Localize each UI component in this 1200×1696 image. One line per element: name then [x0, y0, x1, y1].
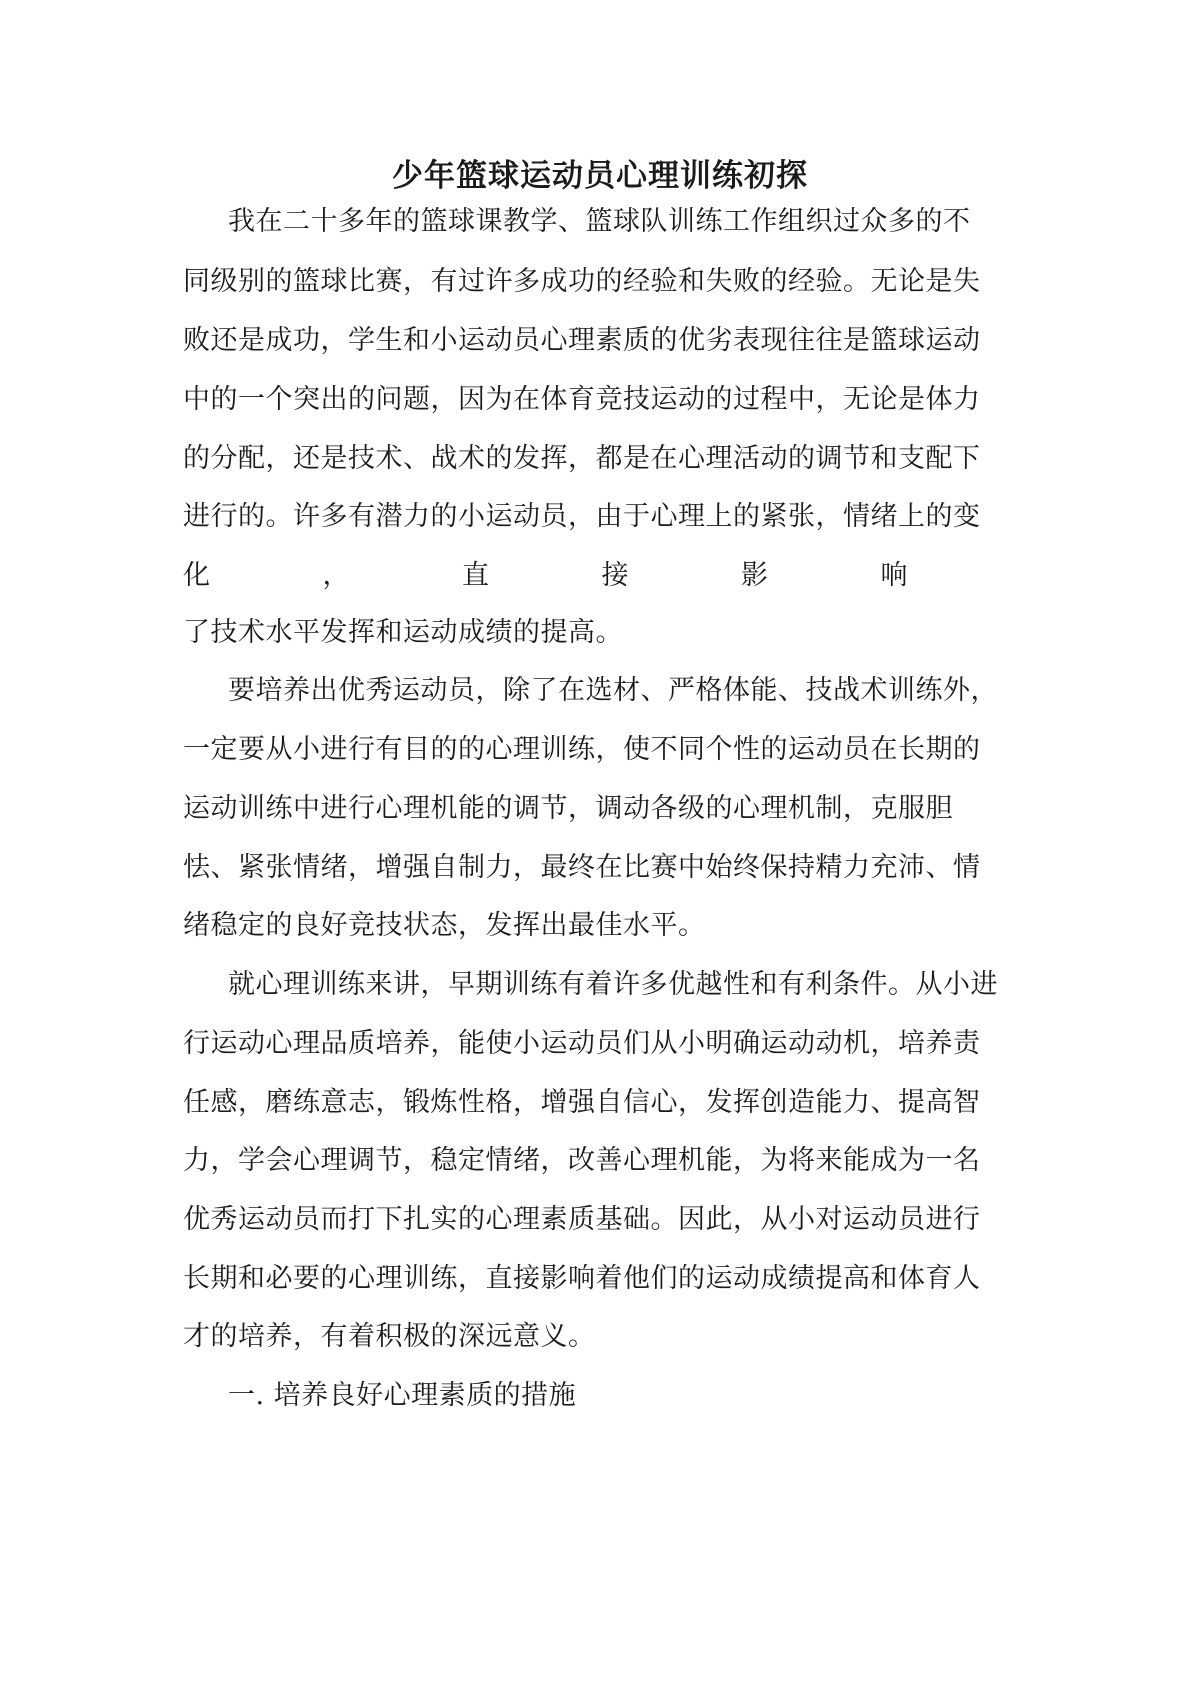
paragraph-2-line-5: 绪稳定的良好竞技状态，发挥出最佳水平。 [183, 910, 706, 941]
spread-char-2: ， [322, 560, 350, 591]
paragraph-1-spread-line [183, 556, 908, 596]
paragraph-2-line-3: 运动训练中进行心理机能的调节，调动各级的心理机制，克服胆 [183, 793, 953, 824]
paragraph-1-line-2: 同级别的篮球比赛，有过许多成功的经验和失败的经验。无论是失 [183, 266, 981, 297]
paragraph-3-line-7: 才的培养，有着积极的深远意义。 [183, 1321, 596, 1352]
paragraph-3-line-6: 长期和必要的心理训练，直接影响着他们的运动成绩提高和体育人 [183, 1263, 981, 1294]
paragraph-2-line-2: 一定要从小进行有目的的心理训练，使不同个性的运动员在长期的 [183, 734, 981, 765]
paragraph-1-line-1: 我在二十多年的篮球课教学、篮球队训练工作组织过众多的不 [228, 206, 971, 237]
paragraph-3-line-4: 力，学会心理调节，稳定情绪，改善心理机能，为将来能成为一名 [183, 1145, 981, 1176]
spread-char-3: 直 [462, 560, 490, 591]
spread-char-1: 化 [183, 560, 211, 591]
paragraph-3-line-2: 行运动心理品质培养，能使小运动员们从小明确运动动机，培养责 [183, 1028, 981, 1059]
paragraph-3-line-5: 优秀运动员而打下扎实的心理素质基础。因此，从小对运动员进行 [183, 1204, 981, 1235]
paragraph-1-line-4: 中的一个突出的问题，因为在体育竞技运动的过程中，无论是体力 [183, 384, 981, 415]
paragraph-1-line-5: 的分配，还是技术、战术的发挥，都是在心理活动的调节和支配下 [183, 443, 981, 474]
spread-char-6: 响 [880, 560, 908, 591]
section-heading: 一. 培养良好心理素质的措施 [228, 1380, 577, 1411]
paragraph-1-line-6: 进行的。许多有潜力的小运动员，由于心理上的紧张，情绪上的变 [183, 501, 981, 532]
paragraph-2-line-4: 怯、紧张情绪，增强自制力，最终在比赛中始终保持精力充沛、情 [183, 852, 981, 883]
paragraph-2-line-1: 要培养出优秀运动员，除了在选材、严格体能、技战术训练外， [228, 675, 998, 706]
paragraph-3-line-3: 任感，磨练意志，锻炼性格，增强自信心，发挥创造能力、提高智 [183, 1087, 981, 1118]
paragraph-1-line-3: 败还是成功，学生和小运动员心理素质的优劣表现往往是篮球运动 [183, 325, 981, 356]
spread-char-5: 影 [741, 560, 769, 591]
spread-char-4: 接 [601, 560, 629, 591]
document-title: 少年篮球运动员心理训练初探 [392, 158, 808, 194]
paragraph-3-line-1: 就心理训练来讲，早期训练有着许多优越性和有利条件。从小进 [228, 969, 998, 1000]
paragraph-1-line-7: 了技术水平发挥和运动成绩的提高。 [183, 617, 623, 648]
